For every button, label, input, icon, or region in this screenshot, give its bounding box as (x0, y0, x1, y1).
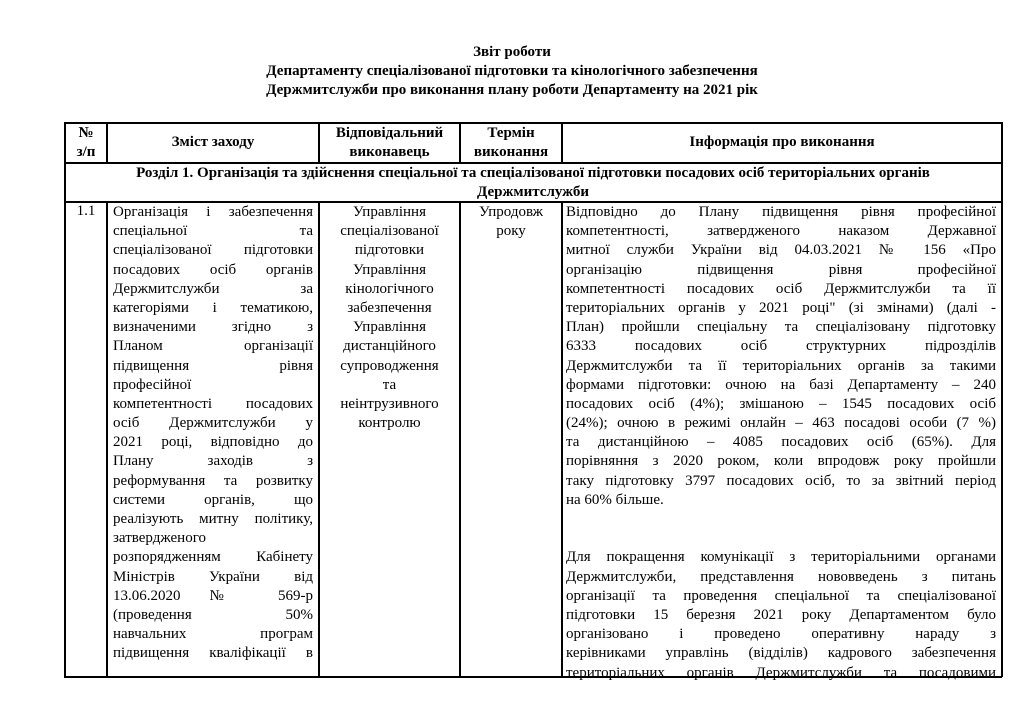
info-paragraph-line: підготовки 15 березня 2021 року Департаментом було (566, 606, 996, 623)
report-title-line: Держмитслужби про виконання плану роботи Департаменту на 2021 рік (266, 82, 758, 98)
info-paragraph-line: Держмитслужби та її територіальних органів за такими (566, 357, 996, 374)
section-heading: Розділ 1. Організація та здійснення спеціальної та спеціалізованої підготовки посадових осіб територіальних органів Держмитслужби (136, 165, 930, 200)
header-content: Зміст заходу (171, 134, 255, 150)
paragraph-gap (566, 510, 996, 529)
info-paragraph-line: порівняння з 2020 роком, коли впродовж року пройшли (566, 453, 996, 470)
info-paragraph-line: митної служби України від 04.03.2021 № 156 «Про (566, 242, 996, 259)
content-cell: Організація і забезпечення спеціальної та спеціалізованої підготовки посадових осіб органів Держмитслужби за категоріями і тематикою, визначеними згідно з Планом організації підвищення рівня професійної компетентності посадових осіб Держмитслужби у 2021 році, відповідно до Плану заходів з реформування та розвитку системи органів, що реалізують митну політику, затвердженого розпорядженням Кабінету Міністрів України від 13.06.2020 № 569-р (проведення 50% навчальних програм підвищення кваліфікації в (113, 204, 313, 662)
info-paragraph-line: компетентності, затвердженого наказом Державної (566, 223, 996, 240)
term-cell: Упродовж року (478, 204, 544, 240)
info-paragraph-line: територіальних органів Держмитслужби та посадовими (566, 664, 996, 681)
info-paragraph-line: Відповідно до Плану підвищення рівня професійної (566, 204, 996, 220)
header-number: № з/п (76, 125, 96, 160)
table-border (64, 122, 66, 677)
info-cell (566, 203, 996, 683)
info-paragraph-line: компетентності посадових осіб Держмитслужби та її (566, 280, 996, 297)
info-paragraph-line: План) пройшли спеціальну та спеціалізовану підготовку (566, 319, 996, 336)
header-term: Термін виконання (473, 125, 549, 160)
info-paragraph-line: формами підготовки: очною на базі Департаменту – 240 (566, 376, 996, 393)
table-column-divider (459, 201, 461, 677)
info-paragraph-line: організації та проведення спеціальної та спеціалізованої (566, 587, 996, 604)
info-paragraph-line: та дистанційною – 4085 посадових осіб (65%). Для (566, 434, 996, 451)
table-column-divider (561, 201, 563, 677)
info-paragraph-line: 6333 посадових осіб структурних підрозділів (566, 338, 996, 355)
header-info: Інформація про виконання (689, 134, 875, 150)
info-paragraph-line: територіальних органів у 2021 році" (зі змінами) (далі - (566, 299, 996, 316)
info-paragraph-line: організовано і проведено оперативну нараду з (566, 626, 996, 643)
info-paragraph-line: (24%); очною в режимі онлайн – 463 посадові особи (7 %) (566, 415, 996, 432)
info-paragraph-line: таку підготовку 3797 посадових осіб, то за звітний період (566, 472, 996, 489)
report-title (0, 43, 1024, 100)
info-paragraph-line: Для покращення комунікації з територіальними органами (566, 549, 996, 566)
report-title-line: Звіт роботи (473, 44, 551, 60)
header-responsible: Відповідальний виконавець (335, 125, 444, 160)
info-paragraph-line: керівниками управлінь (відділів) кадрового забезпечення (566, 645, 996, 662)
paragraph-gap (566, 529, 996, 548)
table-border (1001, 122, 1003, 677)
info-paragraph-line: Держмитслужби, представлення нововведень з питань (566, 568, 996, 585)
report-title-line: Департаменту спеціалізованої підготовки та кінологічного забезпечення (266, 63, 758, 79)
row-number: 1.1 (76, 203, 96, 219)
info-paragraph-line: на 60% більше. (566, 491, 664, 508)
info-paragraph-line: посадових осіб (4%); змішаною – 1545 посадових осіб (566, 395, 996, 412)
responsible-cell: Управління спеціалізованої підготовки Управління кінологічного забезпечення Управління дистанційного супроводження та неінтрузивного контролю (340, 204, 439, 432)
table-column-divider (106, 201, 108, 677)
info-paragraph-line: організацію підвищення рівня професійної (566, 261, 996, 278)
